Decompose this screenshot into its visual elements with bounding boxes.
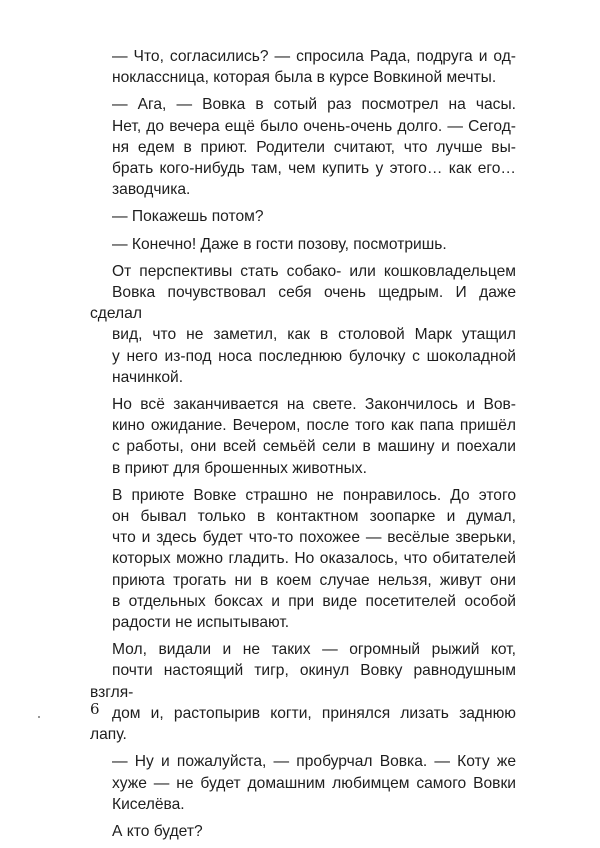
text-line: Но всё заканчивается на свете. Закончилось и Вов- (112, 396, 516, 414)
text-line: — Конечно! Даже в гости позову, посмотришь. (112, 235, 447, 253)
text-line: А кто будет? (112, 822, 203, 840)
text-line: кино ожидание. Вечером, после того как папа пришёл (112, 417, 516, 435)
text-line: От перспективы стать собако- или кошковладельцем (112, 262, 516, 280)
paragraph (90, 821, 516, 842)
text-line: в отдельных боксах и при виде посетителей особой (112, 592, 516, 610)
text-line: брать кого-нибудь там, чем купить у этого… как его… (112, 160, 516, 178)
text-line: приюта трогать ни в коем случае нельзя, живут они (112, 571, 516, 589)
book-page-text (90, 46, 516, 848)
text-line: В приюте Вовке страшно не понравилось. До этого (112, 486, 516, 504)
text-line: с работы, они всей семьёй сели в машину и поехали (112, 438, 516, 456)
paragraph (90, 261, 516, 388)
text-line: заводчика. (112, 181, 191, 199)
paragraph (90, 485, 516, 633)
paragraph (90, 394, 516, 479)
text-line: Киселёва. (112, 795, 185, 813)
text-line: — Покажешь потом? (112, 208, 264, 226)
text-line: почти настоящий тигр, окинул Вовку равнодушным взгля- (90, 662, 516, 701)
text-line: дом и, растопырив когти, принялся лизать заднюю лапу. (90, 704, 516, 744)
paragraph (90, 46, 516, 88)
text-line: которых можно гладить. Но оказалось, что обитателей (112, 550, 516, 568)
text-line: начинкой. (112, 368, 184, 386)
text-line: он бывал только в контактном зоопарке и думал, (112, 508, 516, 526)
text-line: — Что, согласились? — спросила Рада, подруга и од- (112, 48, 516, 65)
paragraph (90, 94, 516, 200)
text-line: Мол, видали и не таких — огромный рыжий кот, (112, 641, 516, 659)
text-line: радости не испытывают. (112, 614, 290, 632)
text-line: в приют для брошенных животных. (112, 459, 367, 477)
text-line: ня едем в приют. Родители считают, что лучше вы- (112, 138, 516, 156)
text-line: Нет, до вечера ещё было очень-очень долго. — Сегод- (112, 117, 516, 135)
text-line: вид, что не заметил, как в столовой Марк утащил (112, 326, 516, 344)
paragraph (90, 206, 516, 227)
text-line: — Ну и пожалуйста, — пробурчал Вовка. — Коту же (112, 753, 516, 771)
text-line: Вовка почувствовал себя очень щедрым. И даже сделал (90, 284, 516, 323)
paragraph (90, 751, 516, 815)
text-line: — Ага, — Вовка в сотый раз посмотрел на часы. (112, 96, 516, 114)
text-line: ноклассница, которая была в курсе Вовкиной мечты. (112, 69, 497, 87)
paragraph (90, 234, 516, 255)
paragraph (90, 639, 516, 745)
text-line: хуже — не будет домашним любимцем самого Вовки (112, 774, 516, 792)
text-line: что и здесь будет что-то похожее — весёлые зверьки, (112, 529, 516, 547)
text-line: у него из-под носа последнюю булочку с шоколадной (112, 347, 516, 365)
page-number: 6 (90, 700, 100, 718)
print-mark (38, 716, 40, 718)
